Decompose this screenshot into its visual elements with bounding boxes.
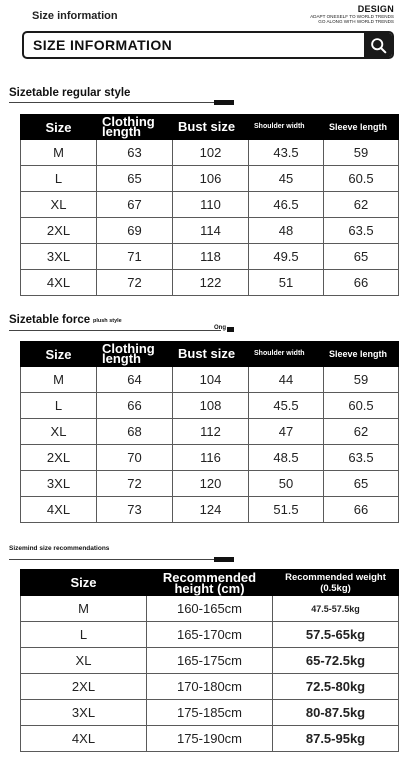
cell-clothing-length: 70 — [97, 445, 173, 471]
cell-sleeve: 62 — [324, 192, 399, 218]
table-row — [21, 270, 399, 296]
table-row — [21, 192, 399, 218]
cell-shoulder: 49.5 — [249, 244, 324, 270]
section-title-force: Sizetable force — [9, 314, 91, 326]
cell-sleeve: 63.5 — [324, 445, 399, 471]
cell-clothing-length: 69 — [97, 218, 173, 244]
cell-size: M — [21, 596, 147, 622]
cell-bust: 106 — [173, 166, 249, 192]
brand-title: DESIGN — [357, 4, 394, 14]
header-size: Size — [21, 570, 147, 596]
cell-height: 165-170cm — [147, 622, 273, 648]
table-row — [21, 166, 399, 192]
cell-sleeve: 59 — [324, 367, 399, 393]
cell-size: 3XL — [21, 700, 147, 726]
cell-clothing-length: 66 — [97, 393, 173, 419]
search-icon — [370, 37, 387, 54]
cell-clothing-length: 71 — [97, 244, 173, 270]
header-recommended-height: Recommended height (cm) — [147, 570, 273, 596]
header-bust-size: Bust size — [173, 342, 249, 367]
cell-sleeve: 60.5 — [324, 393, 399, 419]
cell-weight: 87.5-95kg — [273, 726, 399, 752]
cell-clothing-length: 67 — [97, 192, 173, 218]
search-bar[interactable] — [22, 31, 394, 59]
header-sleeve-length: Sleeve length — [324, 115, 399, 140]
cell-clothing-length: 68 — [97, 419, 173, 445]
cell-size: 4XL — [21, 726, 147, 752]
cell-shoulder: 51.5 — [249, 497, 324, 523]
table-row — [21, 471, 399, 497]
header-sleeve-length: Sleeve length — [324, 342, 399, 367]
section-divider — [9, 559, 221, 560]
table-row — [21, 622, 399, 648]
cell-height: 175-190cm — [147, 726, 273, 752]
cell-size: XL — [21, 648, 147, 674]
cell-sleeve: 59 — [324, 140, 399, 166]
header-shoulder-width: Shoulder width — [249, 115, 324, 140]
cell-clothing-length: 63 — [97, 140, 173, 166]
section-title-regular: Sizetable regular style — [9, 87, 131, 99]
cell-height: 170-180cm — [147, 674, 273, 700]
table-header-row — [21, 570, 399, 596]
cell-weight: 80-87.5kg — [273, 700, 399, 726]
cell-weight: 47.5-57.5kg — [273, 596, 399, 622]
section-title-suffix: plush style — [93, 318, 122, 324]
cell-sleeve: 65 — [324, 471, 399, 497]
cell-bust: 110 — [173, 192, 249, 218]
page-label: Size information — [32, 10, 118, 22]
cell-shoulder: 45.5 — [249, 393, 324, 419]
table-row — [21, 726, 399, 752]
cell-shoulder: 51 — [249, 270, 324, 296]
section-title-recommendations: Sizemind size recommendations — [9, 545, 110, 552]
cell-sleeve: 66 — [324, 270, 399, 296]
table-header-row — [21, 342, 399, 367]
cell-size: 4XL — [21, 270, 97, 296]
header-recommended-weight: Recommended weight (0.5kg) — [273, 570, 399, 596]
cell-shoulder: 46.5 — [249, 192, 324, 218]
cell-sleeve: 62 — [324, 419, 399, 445]
cell-size: M — [21, 367, 97, 393]
table-row — [21, 393, 399, 419]
brand-subtitle-1: ADAPT ONESELF TO WORLD TRENDS — [310, 14, 394, 19]
cell-shoulder: 44 — [249, 367, 324, 393]
cell-size: 2XL — [21, 218, 97, 244]
header-size: Size — [21, 342, 97, 367]
cell-bust: 116 — [173, 445, 249, 471]
cell-sleeve: 66 — [324, 497, 399, 523]
cell-clothing-length: 65 — [97, 166, 173, 192]
cell-sleeve: 60.5 — [324, 166, 399, 192]
cell-weight: 65-72.5kg — [273, 648, 399, 674]
cell-size: 2XL — [21, 445, 97, 471]
table-row — [21, 244, 399, 270]
cell-height: 165-175cm — [147, 648, 273, 674]
cell-size: XL — [21, 192, 97, 218]
cell-bust: 122 — [173, 270, 249, 296]
cell-bust: 120 — [173, 471, 249, 497]
cell-size: 4XL — [21, 497, 97, 523]
table-row — [21, 140, 399, 166]
cell-bust: 124 — [173, 497, 249, 523]
cell-size: L — [21, 166, 97, 192]
cell-bust: 108 — [173, 393, 249, 419]
cell-clothing-length: 72 — [97, 270, 173, 296]
table-row — [21, 218, 399, 244]
cell-shoulder: 45 — [249, 166, 324, 192]
section-divider-mark — [214, 557, 234, 562]
cell-clothing-length: 64 — [97, 367, 173, 393]
cell-weight: 57.5-65kg — [273, 622, 399, 648]
section-divider — [9, 102, 221, 103]
cell-bust: 114 — [173, 218, 249, 244]
section-divider — [9, 330, 221, 331]
cell-bust: 118 — [173, 244, 249, 270]
search-button[interactable] — [364, 33, 392, 57]
table-row — [21, 419, 399, 445]
header-clothing-length: Clothing length — [97, 115, 173, 140]
cell-bust: 112 — [173, 419, 249, 445]
cell-bust: 102 — [173, 140, 249, 166]
cell-sleeve: 65 — [324, 244, 399, 270]
cell-clothing-length: 73 — [97, 497, 173, 523]
table-row — [21, 497, 399, 523]
search-input[interactable]: SIZE INFORMATION — [33, 37, 173, 53]
cell-size: 2XL — [21, 674, 147, 700]
cell-shoulder: 48 — [249, 218, 324, 244]
table-row — [21, 596, 399, 622]
header-bust-size: Bust size — [173, 115, 249, 140]
cell-size: 3XL — [21, 244, 97, 270]
cell-size: M — [21, 140, 97, 166]
size-table-regular — [20, 114, 399, 296]
table-header-row — [21, 115, 399, 140]
header-size: Size — [21, 115, 97, 140]
cell-clothing-length: 72 — [97, 471, 173, 497]
cell-sleeve: 63.5 — [324, 218, 399, 244]
table-row — [21, 445, 399, 471]
section-divider-mark — [227, 327, 234, 332]
cell-size: L — [21, 622, 147, 648]
cell-shoulder: 48.5 — [249, 445, 324, 471]
brand-block — [310, 4, 394, 25]
cell-weight: 72.5-80kg — [273, 674, 399, 700]
header-shoulder-width: Shoulder width — [249, 342, 324, 367]
size-table-force — [20, 341, 399, 523]
table-row — [21, 700, 399, 726]
section-tag: Ong — [214, 325, 226, 331]
cell-shoulder: 47 — [249, 419, 324, 445]
header-clothing-length: Clothing length — [97, 342, 173, 367]
size-recommendation-table — [20, 569, 399, 752]
cell-size: 3XL — [21, 471, 97, 497]
table-row — [21, 648, 399, 674]
section-divider-mark — [214, 100, 234, 105]
brand-subtitle-2: GO ALONG WITH WORLD TRENDS — [318, 19, 394, 25]
cell-height: 160-165cm — [147, 596, 273, 622]
cell-size: XL — [21, 419, 97, 445]
table-row — [21, 367, 399, 393]
table-row — [21, 674, 399, 700]
cell-shoulder: 43.5 — [249, 140, 324, 166]
cell-height: 175-185cm — [147, 700, 273, 726]
cell-bust: 104 — [173, 367, 249, 393]
cell-size: L — [21, 393, 97, 419]
cell-shoulder: 50 — [249, 471, 324, 497]
